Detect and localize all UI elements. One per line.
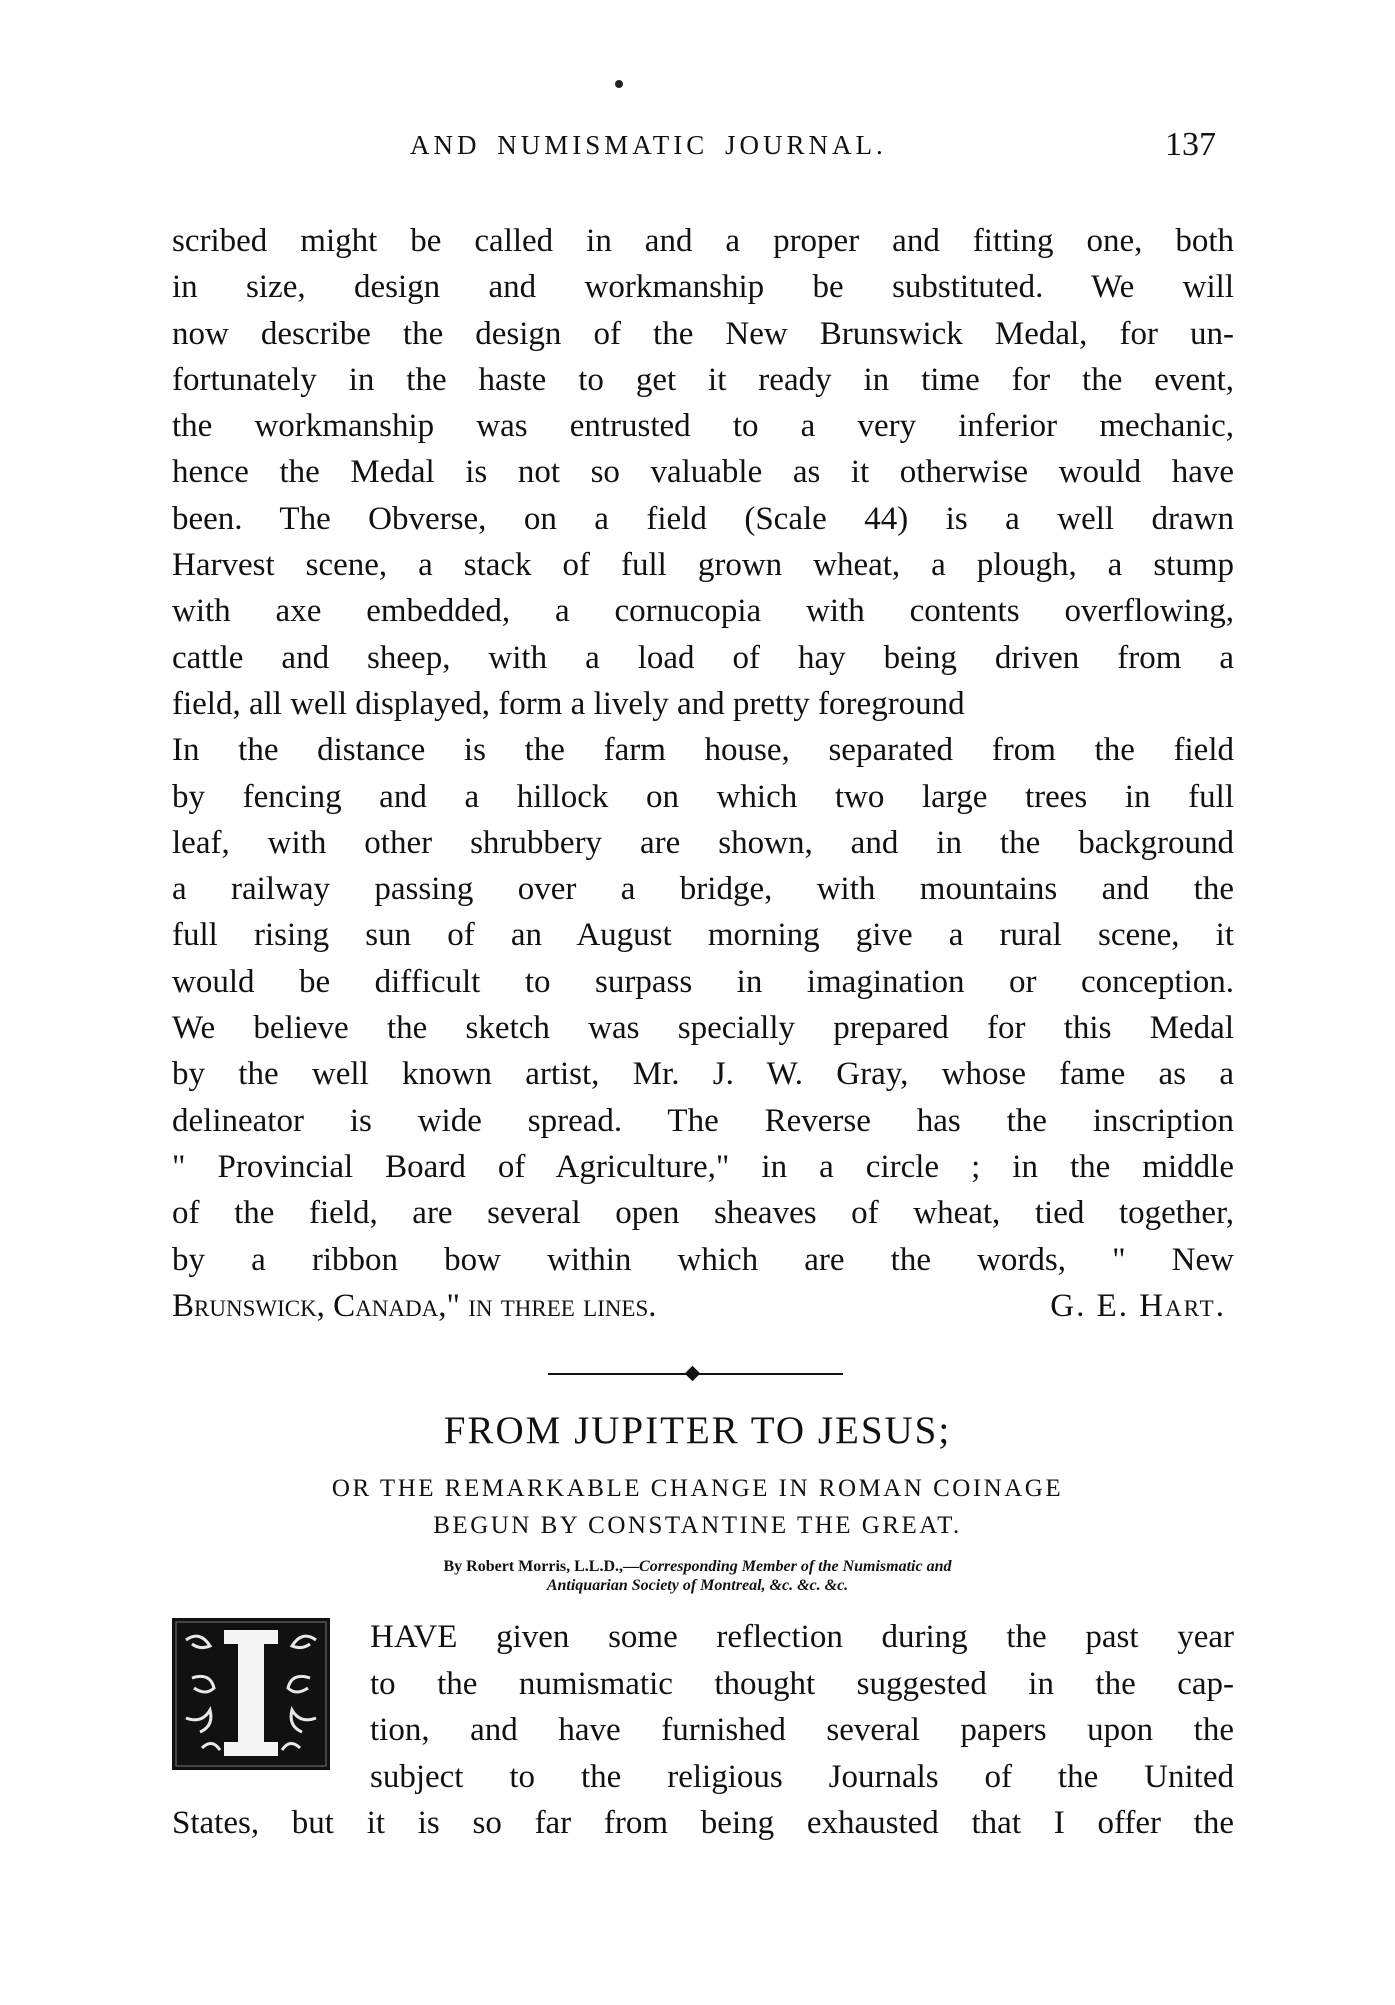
text-line: HAVE given some reflection during the past year (370, 1619, 1234, 1655)
text-line: would be difficult to surpass in imagination or conception. (172, 963, 1234, 1000)
text-line: full rising sun of an August morning give a rural scene, it (172, 917, 1234, 954)
text-line: delineator is wide spread. The Reverse has the inscription (172, 1102, 1234, 1139)
text-line: now describe the design of the New Brunswick Medal, for un- (172, 315, 1234, 352)
byline-role: Corresponding Member of the Numismatic and (639, 1558, 952, 1575)
closing-line (172, 1283, 1234, 1329)
drop-cap-ornament (172, 1618, 330, 1770)
author-signature: G. E. Hart. (1050, 1287, 1226, 1324)
text-line: leaf, with other shrubbery are shown, and in the background (172, 824, 1234, 861)
article-title: FROM JUPITER TO JESUS; (443, 1409, 952, 1452)
byline-role: Antiquarian Society of Montreal, &c. &c. &c. (546, 1577, 849, 1594)
text-line: hence the Medal is not so valuable as it otherwise would have (172, 454, 1234, 491)
text-line: cattle and sheep, with a load of hay being driven from a (172, 639, 1234, 676)
text-line: scribed might be called in and a proper and fitting one, both (172, 223, 1234, 259)
text-line: by fencing and a hillock on which two large trees in full (172, 778, 1234, 815)
text-line: been. The Obverse, on a field (Scale 44) is a well drawn (172, 500, 1234, 537)
running-head: AND NUMISMATIC JOURNAL. (410, 130, 887, 160)
text-line: Brunswick, Canada," in three lines. (172, 1287, 657, 1324)
text-line: field, all well displayed, form a lively and pretty foreground (172, 685, 965, 722)
text-line: States, but it is so far from being exhausted that I offer the (172, 1805, 1234, 1841)
page-number: 137 (1165, 126, 1216, 163)
printer-dot-mark (615, 80, 623, 88)
text-line: tion, and have furnished several papers upon the (370, 1712, 1234, 1748)
text-line: in size, design and workmanship be substituted. We will (172, 269, 1234, 306)
text-line: the workmanship was entrusted to a very inferior mechanic, (172, 408, 1234, 445)
text-line: Harvest scene, a stack of full grown wheat, a plough, a stump (172, 547, 1234, 584)
text-line: fortunately in the haste to get it ready in time for the event, (172, 361, 1234, 398)
text-line: by a ribbon bow within which are the words, " New (172, 1241, 1234, 1278)
continued-article-text (172, 218, 1234, 1329)
text-line: to the numismatic thought suggested in the cap- (370, 1665, 1234, 1702)
text-line: of the field, are several open sheaves of wheat, tied together, (172, 1195, 1234, 1232)
text-line: a railway passing over a bridge, with mountains and the (172, 871, 1234, 908)
subtitle-line: OR THE REMARKABLE CHANGE IN ROMAN COINAGE (331, 1475, 1064, 1502)
byline-author: By Robert Morris, L.L.D.,— (443, 1558, 640, 1575)
text-line: by the well known artist, Mr. J. W. Gray, whose fame as a (172, 1056, 1234, 1093)
divider-ornament (685, 1366, 701, 1382)
subtitle-line: BEGUN BY CONSTANTINE THE GREAT. (433, 1512, 962, 1539)
text-line: with axe embedded, a cornucopia with contents overflowing, (172, 593, 1234, 630)
text-line: We believe the sketch was specially prepared for this Medal (172, 1010, 1234, 1047)
text-line: " Provincial Board of Agriculture," in a circle ; in the middle (172, 1148, 1234, 1185)
text-line: In the distance is the farm house, separated from the field (172, 732, 1234, 769)
article-byline (0, 1557, 1395, 1595)
text-line: subject to the religious Journals of the United (370, 1758, 1234, 1795)
article-subtitle (0, 1470, 1395, 1544)
article-intro-text (370, 1614, 1234, 1800)
article-intro-continued (172, 1800, 1234, 1847)
